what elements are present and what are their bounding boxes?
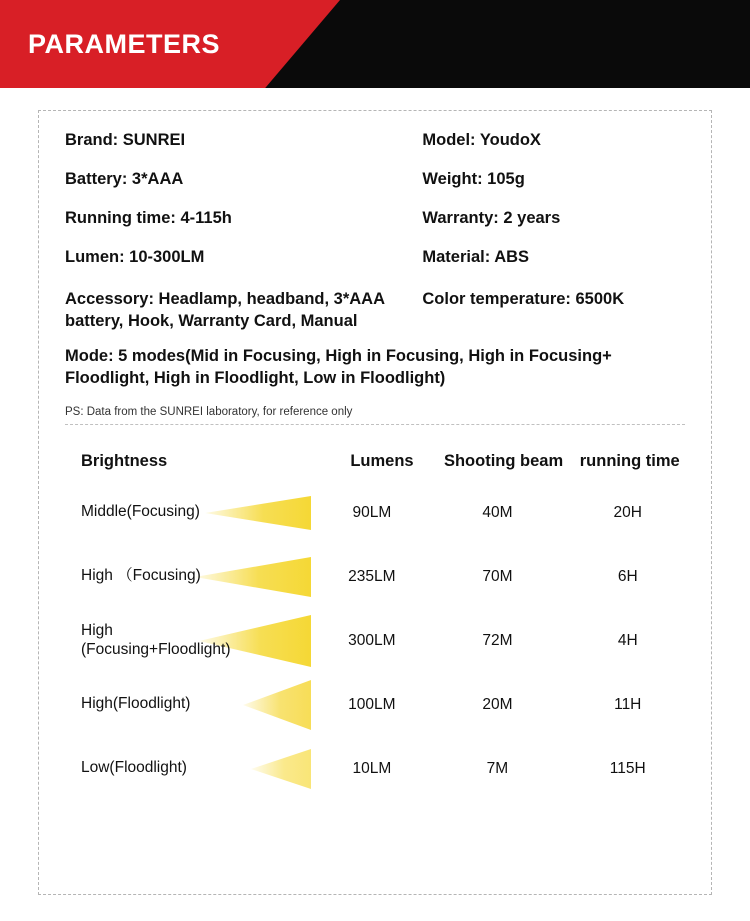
beam-cone-icon — [205, 496, 311, 530]
spec-disclaimer: PS: Data from the SUNREI laboratory, for reference only — [65, 405, 353, 418]
row-mode-name — [61, 609, 315, 673]
spec-accessory: Accessory: Headlamp, headband, 3*AAA battery, Hook, Warranty Card, Manual — [65, 289, 385, 330]
row-lumens: 100LM — [348, 695, 396, 713]
table-row — [61, 545, 689, 609]
spec-mode: Mode: 5 modes(Mid in Focusing, High in Focusing, High in Focusing+ Floodlight, High in Floodlight, Low in Floodlight) — [65, 347, 612, 388]
row-mode-label: High(Floodlight) — [81, 695, 191, 713]
table-row — [61, 737, 689, 801]
row-mode-name — [61, 737, 315, 801]
beam-cone-icon — [195, 557, 311, 597]
row-shooting-beam: 20M — [482, 695, 513, 713]
row-shooting-beam: 40M — [482, 503, 513, 521]
spec-running-time: Running time: 4-115h — [65, 209, 232, 228]
row-lumens: 235LM — [348, 567, 396, 585]
spec-model: Model: YoudoX — [422, 131, 541, 149]
spec-column-right — [418, 131, 685, 341]
header-running-time: running time — [579, 452, 680, 471]
spec-brand: Brand: SUNREI — [65, 131, 186, 149]
specifications-block — [39, 111, 711, 418]
spec-grid — [65, 131, 685, 341]
row-mode-name — [61, 673, 315, 737]
header-shooting-beam: Shooting beam — [443, 452, 564, 471]
row-lumens: 300LM — [348, 631, 396, 649]
spec-lumen: Lumen: 10-300LM — [65, 248, 205, 267]
table-body — [61, 481, 689, 801]
table-row — [61, 481, 689, 545]
page-title: PARAMETERS — [28, 29, 221, 59]
row-running-time: 4H — [617, 631, 638, 649]
section-divider — [65, 424, 685, 425]
row-mode-label: Low(Floodlight) — [81, 759, 187, 777]
row-running-time: 115H — [609, 759, 646, 777]
spec-warranty: Warranty: 2 years — [422, 209, 561, 228]
row-lumens: 10LM — [352, 759, 392, 777]
row-mode-name — [61, 481, 315, 545]
header-banner — [0, 0, 750, 88]
table-header-row — [61, 443, 689, 481]
row-mode-name — [61, 545, 315, 609]
row-shooting-beam: 72M — [482, 631, 513, 649]
table-row — [61, 673, 689, 737]
row-mode-label: High （Focusing) — [81, 567, 201, 585]
row-running-time: 6H — [617, 567, 638, 585]
spec-column-left — [65, 131, 418, 341]
header-lumens: Lumens — [350, 452, 414, 471]
beam-cone-icon — [251, 749, 311, 789]
row-mode-label: High (Focusing+Floodlight) — [81, 622, 231, 658]
spec-weight: Weight: 105g — [422, 170, 525, 189]
row-mode-label: Middle(Focusing) — [81, 503, 200, 521]
row-shooting-beam: 70M — [482, 567, 513, 585]
row-lumens: 90LM — [352, 503, 392, 521]
content-box — [38, 110, 712, 895]
row-running-time: 11H — [614, 695, 642, 713]
spec-material: Material: ABS — [422, 248, 530, 267]
spec-color-temperature: Color temperature: 6500K — [422, 289, 625, 308]
header-brightness: Brightness — [81, 452, 168, 471]
table-row — [61, 609, 689, 673]
brightness-table — [61, 443, 689, 801]
row-running-time: 20H — [613, 503, 642, 521]
spec-battery: Battery: 3*AAA — [65, 170, 184, 189]
beam-cone-icon — [243, 680, 311, 730]
row-shooting-beam: 7M — [486, 759, 509, 777]
